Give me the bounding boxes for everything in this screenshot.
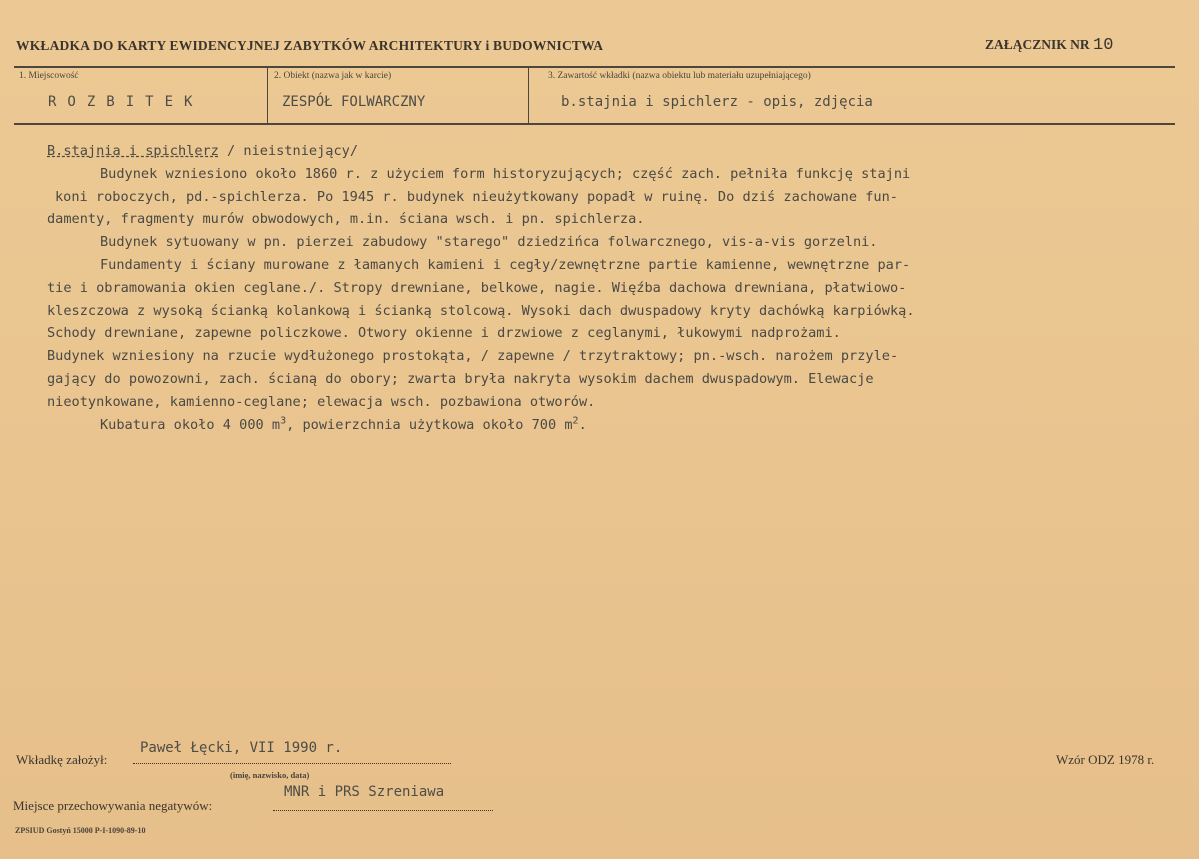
header-rule-top xyxy=(14,66,1175,68)
area-unit-exponent: 2 xyxy=(572,415,579,427)
description-line: Budynek sytuowany w pn. pierzei zabudowy "starego" dziedzińca folwarcznego, vis-a-vis gorzelni. xyxy=(100,234,878,251)
heading-rest: / nieistniejący/ xyxy=(218,143,359,159)
description-line: Budynek wzniesiony na rzucie wydłużonego prostokąta, / zapewne / trzytraktowy; pn.-wsch. narożem przyle- xyxy=(47,348,899,365)
object-label: 2. Obiekt (nazwa jak w karcie) xyxy=(274,71,392,81)
header-rule-bottom xyxy=(14,123,1175,125)
volume-text: Kubatura około 4 000 m xyxy=(100,416,281,433)
locality-value: ROZBITEK xyxy=(48,94,204,110)
description-line: tie i obramowania okien ceglane./. Stropy drewniane, belkowe, nagie. Więźba dachowa drewniana, płatwiowo- xyxy=(47,279,907,296)
description-line: Schody drewniane, zapewne policzkowe. Otwory okienne i drzwiowe z ceglanymi, łukowymi nadprożami. xyxy=(47,325,841,342)
description-line: damenty, fragmenty murów obwodowych, m.in. ściana wsch. i pn. spichlerza. xyxy=(47,211,645,228)
description-line: koni roboczych, pd.-spichlerza. Po 1945 r. budynek nieużytkowany popadł w ruinę. Do dziś zachowane fun- xyxy=(55,188,898,205)
annex-number xyxy=(985,36,1113,55)
area-text: , powierzchnia użytkowa około 700 m xyxy=(286,416,573,433)
description-last-line xyxy=(47,414,1147,437)
description-line: Budynek wzniesiono około 1860 r. z użyciem form historyzujących; część zach. pełniła funkcję stajni xyxy=(100,165,911,182)
negatives-value: MNR i PRS Szreniawa xyxy=(284,784,445,800)
author-value: Paweł Łęcki, VII 1990 r. xyxy=(140,740,343,756)
content-value: b.stajnia i spichlerz - opis, zdjęcia xyxy=(561,94,873,110)
annex-number-value: 10 xyxy=(1093,36,1114,55)
form-title: WKŁADKA DO KARTY EWIDENCYJNEJ ZABYTKÓW ARCHITEKTURY i BUDOWNICTWA xyxy=(16,38,604,53)
description-line: gający do powozowni, zach. ścianą do obory; zwarta bryła nakryta wysokim dachem dwuspadowym. Elewacje xyxy=(47,370,874,387)
content-label: 3. Zawartość wkładki (nazwa obiektu lub materiału uzupełniającego) xyxy=(548,71,811,81)
description-heading xyxy=(47,140,1147,163)
form-pattern: Wzór ODZ 1978 r. xyxy=(1056,752,1155,767)
author-dotline xyxy=(133,763,451,764)
field-divider-1 xyxy=(267,67,268,123)
annex-label: ZAŁĄCZNIK NR xyxy=(985,37,1090,52)
description-line: nieotynkowane, kamienno-ceglane; elewacja wsch. pozbawiona otworów. xyxy=(47,393,596,410)
final-period: . xyxy=(578,416,587,433)
author-label: Wkładkę założył: xyxy=(16,752,108,767)
description-line: kleszczowa z wysoką ścianką kolankową i ścianką stolcową. Wysoki dach dwuspadowy kryty dachówką karpiówką. xyxy=(47,302,915,319)
field-divider-2 xyxy=(528,67,529,123)
author-hint: (imię, nazwisko, data) xyxy=(230,770,310,780)
description-line: Fundamenty i ściany murowane z łamanych kamieni i cegły/zewnętrzne partie kamienne, wewnętrzne par- xyxy=(100,256,911,273)
negatives-label: Miejsce przechowywania negatywów: xyxy=(13,798,213,813)
volume-unit-exponent: 3 xyxy=(280,415,287,427)
negatives-dotline xyxy=(273,810,493,811)
object-value: ZESPÓŁ FOLWARCZNY xyxy=(282,94,426,110)
heading-underlined: B.stajnia i spichlerz xyxy=(47,143,219,159)
locality-label: 1. Miejscowość xyxy=(19,71,79,81)
description-text xyxy=(47,140,1147,436)
printer-imprint: ZPSIUD Gostyń 15000 P-I-1090-89-10 xyxy=(15,826,146,835)
